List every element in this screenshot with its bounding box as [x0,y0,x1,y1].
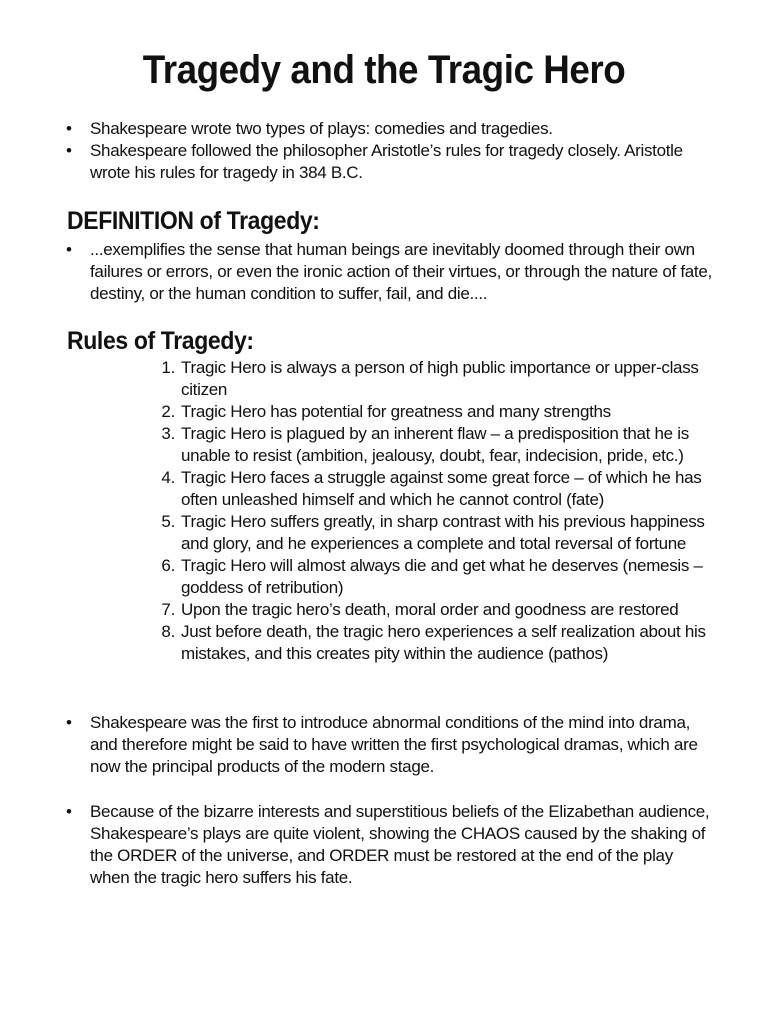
rule-number: 2. [161,402,175,421]
rule-number: 8. [161,622,175,641]
rule-number: 1. [161,358,175,377]
rule-number: 4. [161,468,175,487]
rule-number: 6. [161,556,175,575]
rules-list [155,357,715,665]
rule-number: 7. [161,600,175,619]
rule-number: 5. [161,512,175,531]
rule-text: Tragic Hero is plagued by an inherent flaw – a predisposition that he is unable to resist (ambition, jealousy, doubt, fear, indecision, pride, etc.) [181,424,689,465]
rule-item [155,357,715,401]
closing-bullet-list-1 [64,712,714,778]
rule-item [155,555,715,599]
list-item: • Shakespeare followed the philosopher Aristotle’s rules for tragedy closely. Aristotle wrote his rules for tragedy in 384 B.C. [64,140,714,184]
list-item: • ...exemplifies the sense that human beings are inevitably doomed through their own failures or errors, or even the ironic action of their virtues, or through the nature of fate, destiny, or the human condition to suffer, fail, and die.... [64,239,714,305]
rule-item [155,511,715,555]
list-item: • Shakespeare was the first to introduce abnormal conditions of the mind into drama, and therefore might be said to have written the first psychological dramas, which are now the principal products of the modern stage. [64,712,714,778]
rule-item [155,401,715,423]
rule-text: Tragic Hero suffers greatly, in sharp contrast with his previous happiness and glory, and he experiences a complete and total reversal of fortune [181,512,705,553]
rule-text: Upon the tragic hero’s death, moral order and goodness are restored [181,600,679,619]
rules-heading: Rules of Tragedy: [67,327,254,355]
page-title: Tragedy and the Tragic Hero [142,48,626,92]
closing-bullet-list-2 [64,801,714,889]
list-item: • Shakespeare wrote two types of plays: comedies and tragedies. [64,118,714,140]
rule-item [155,467,715,511]
list-item: • Because of the bizarre interests and superstitious beliefs of the Elizabethan audience, Shakespeare’s plays are quite violent, showing the CHAOS caused by the shaking of the ORDER of the universe, and ORDER must be restored at the end of the play when the tragic hero suffers his fate. [64,801,714,889]
rule-number: 3. [161,424,175,443]
rule-item [155,423,715,467]
rule-item [155,599,715,621]
rule-text: Just before death, the tragic hero experiences a self realization about his mistakes, and this creates pity within the audience (pathos) [181,622,706,663]
rule-text: Tragic Hero is always a person of high public importance or upper-class citizen [181,358,699,399]
definition-heading: DEFINITION of Tragedy: [67,207,320,235]
rule-text: Tragic Hero faces a struggle against some great force – of which he has often unleashed himself and which he cannot control (fate) [181,468,702,509]
definition-bullet-list [64,239,714,305]
rule-text: Tragic Hero has potential for greatness and many strengths [181,402,611,421]
rule-item [155,621,715,665]
intro-bullet-list [64,118,714,184]
rule-text: Tragic Hero will almost always die and get what he deserves (nemesis – goddess of retribution) [181,556,703,597]
